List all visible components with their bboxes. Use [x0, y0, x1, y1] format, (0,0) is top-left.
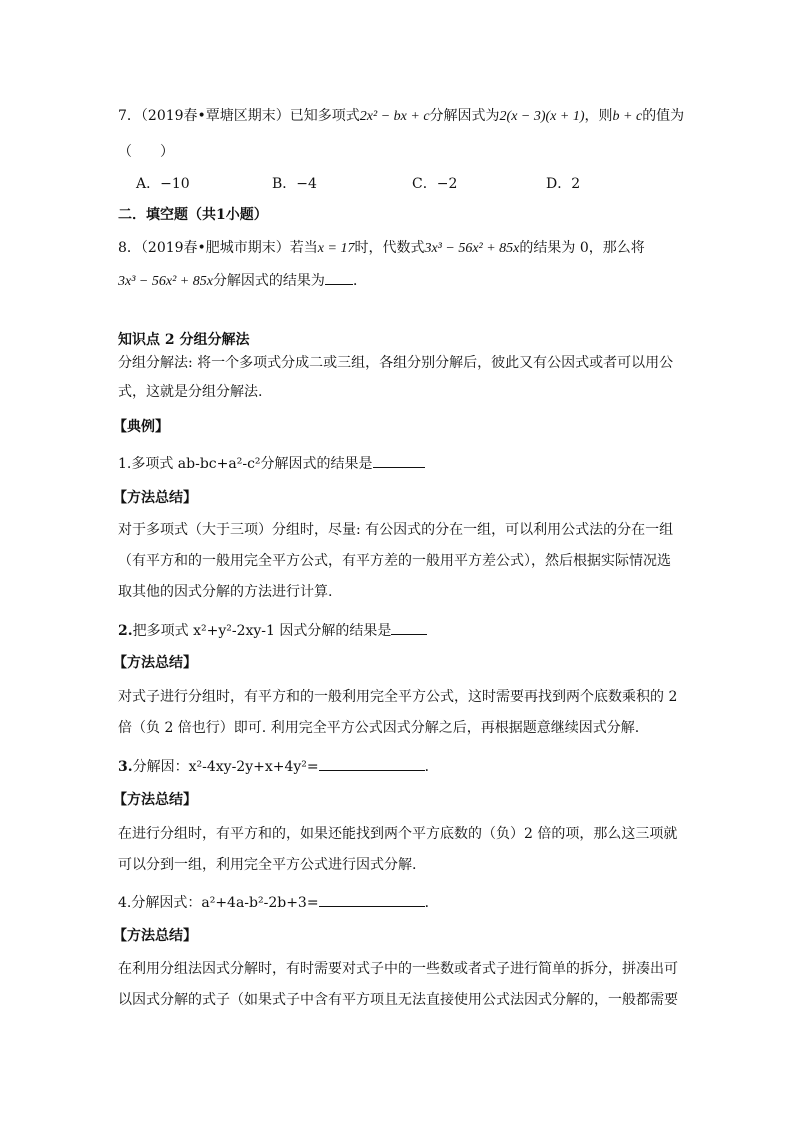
definition-line-2: 式，这就是分组分解法. [118, 384, 263, 400]
method-summary-4-header: 【方法总结】 [113, 928, 197, 944]
choice-b-value: −4 [296, 176, 317, 192]
q7-suffix: ，则 [584, 108, 613, 124]
q7-polynomial: 2x² − bx + c [359, 109, 430, 124]
question-8-line-2 [118, 270, 682, 292]
method-1-line-1: 对于多项式（大于三项）分组时，尽量: 有公因式的分在一组，可以利用公式法的分在一组 [118, 522, 674, 538]
example-4-text: 4.分解因式：a²+4a-b²-2b+3= [118, 895, 319, 911]
method-summary-3-header: 【方法总结】 [113, 792, 197, 808]
method-summary-1-header: 【方法总结】 [113, 490, 197, 506]
example-2-answer-blank[interactable] [391, 620, 427, 635]
example-2 [118, 620, 682, 641]
example-3-text: 分解因：x²-4xy-2y+x+4y²= [132, 759, 319, 775]
choice-d-label: D． [546, 176, 572, 192]
q8-polynomial: 3x³ − 56x² + 85x [424, 241, 520, 256]
choice-c[interactable] [412, 174, 457, 194]
example-2-number: 2. [118, 623, 133, 639]
method-3-line-2: 可以分到一组，利用完全平方公式进行因式分解. [118, 857, 417, 873]
method-1-line-2: （有平方和的一般用完全平方公式，有平方差的一般用平方差公式），然后根据实际情况选 [118, 553, 671, 569]
example-1-text: 1.多项式 ab-bc+a²-c²分解因式的结果是 [118, 456, 373, 472]
q7-answer-paren: （ ） [118, 144, 174, 160]
choice-c-value: −2 [436, 176, 458, 192]
section-fill-blank-heading: 二．填空题（共1小题） [118, 207, 268, 223]
q7-factored: 2(x − 3)(x + 1) [499, 109, 585, 124]
example-2-text: 把多项式 x²+y²-2xy-1 因式分解的结果是 [132, 623, 392, 639]
example-4-period: ． [424, 895, 439, 911]
choice-d-value: 2 [571, 176, 581, 192]
q8-end: 分解因式的结果为 [212, 273, 325, 289]
choice-b-label: B． [272, 176, 297, 192]
method-4-line-2: 以因式分解的式子（如果式子中含有平方项且无法直接使用公式法因式分解的，一般都需要 [118, 992, 678, 1008]
choice-c-label: C． [412, 176, 437, 192]
example-3-number: 3. [118, 759, 133, 775]
method-4-line-1: 在利用分组法因式分解时，有时需要对式子中的一些数或者式子进行简单的拆分，拼凑出可 [118, 961, 678, 977]
method-3-line-1: 在进行分组时，有平方和的，如果还能找到两个平方底数的（负）2 倍的项，那么这三项就 [118, 826, 678, 842]
q8-prefix: 8．（2019春•肥城市期末）若当 [118, 240, 318, 256]
choice-a-label: A． [136, 176, 161, 192]
definition-line-1: 分组分解法: 将一个多项式分成二或三组，各组分别分解后，彼此又有公因式或者可以用公 [118, 355, 674, 371]
example-3-period: ． [424, 759, 439, 775]
example-4-answer-blank[interactable] [319, 892, 425, 907]
example-4 [118, 892, 682, 913]
q8-answer-blank[interactable] [325, 270, 353, 285]
example-1 [118, 453, 682, 474]
knowledge-point-title: 知识点 2 分组分解法 [118, 332, 250, 348]
question-8 [118, 238, 682, 259]
method-1-line-3: 取其他的因式分解的方法进行计算. [118, 584, 333, 600]
method-2-line-2: 倍（负 2 倍也行）即可. 利用完全平方公式因式分解之后，再根据题意继续因式分解. [118, 720, 640, 736]
q7-expr: b + c [612, 109, 643, 124]
choice-a-value: −10 [160, 176, 190, 192]
example-header: 【典例】 [113, 419, 169, 435]
q7-mid: 分解因式为 [429, 108, 500, 124]
example-3-answer-blank[interactable] [319, 756, 425, 771]
method-2-line-1: 对式子进行分组时，有平方和的一般利用完全平方公式，这时需要再找到两个底数乘积的 2 [118, 689, 678, 705]
q8-condition: x = 17 [317, 241, 355, 256]
q8-suffix: 的结果为 0，那么将 [519, 240, 645, 256]
choice-b[interactable] [272, 174, 317, 194]
example-3 [118, 756, 682, 777]
choice-d[interactable] [546, 174, 580, 194]
question-7 [118, 106, 685, 127]
q7-end: 的值为 [642, 108, 685, 124]
q8-period: ． [352, 273, 367, 289]
example-1-answer-blank[interactable] [373, 453, 425, 468]
method-summary-2-header: 【方法总结】 [113, 655, 197, 671]
q8-polynomial-2: 3x³ − 56x² + 85x [118, 274, 213, 289]
q8-mid: 时，代数式 [354, 240, 425, 256]
q7-prefix: 7．（2019春•覃塘区期末）已知多项式 [118, 108, 360, 124]
choice-a[interactable] [136, 174, 190, 194]
